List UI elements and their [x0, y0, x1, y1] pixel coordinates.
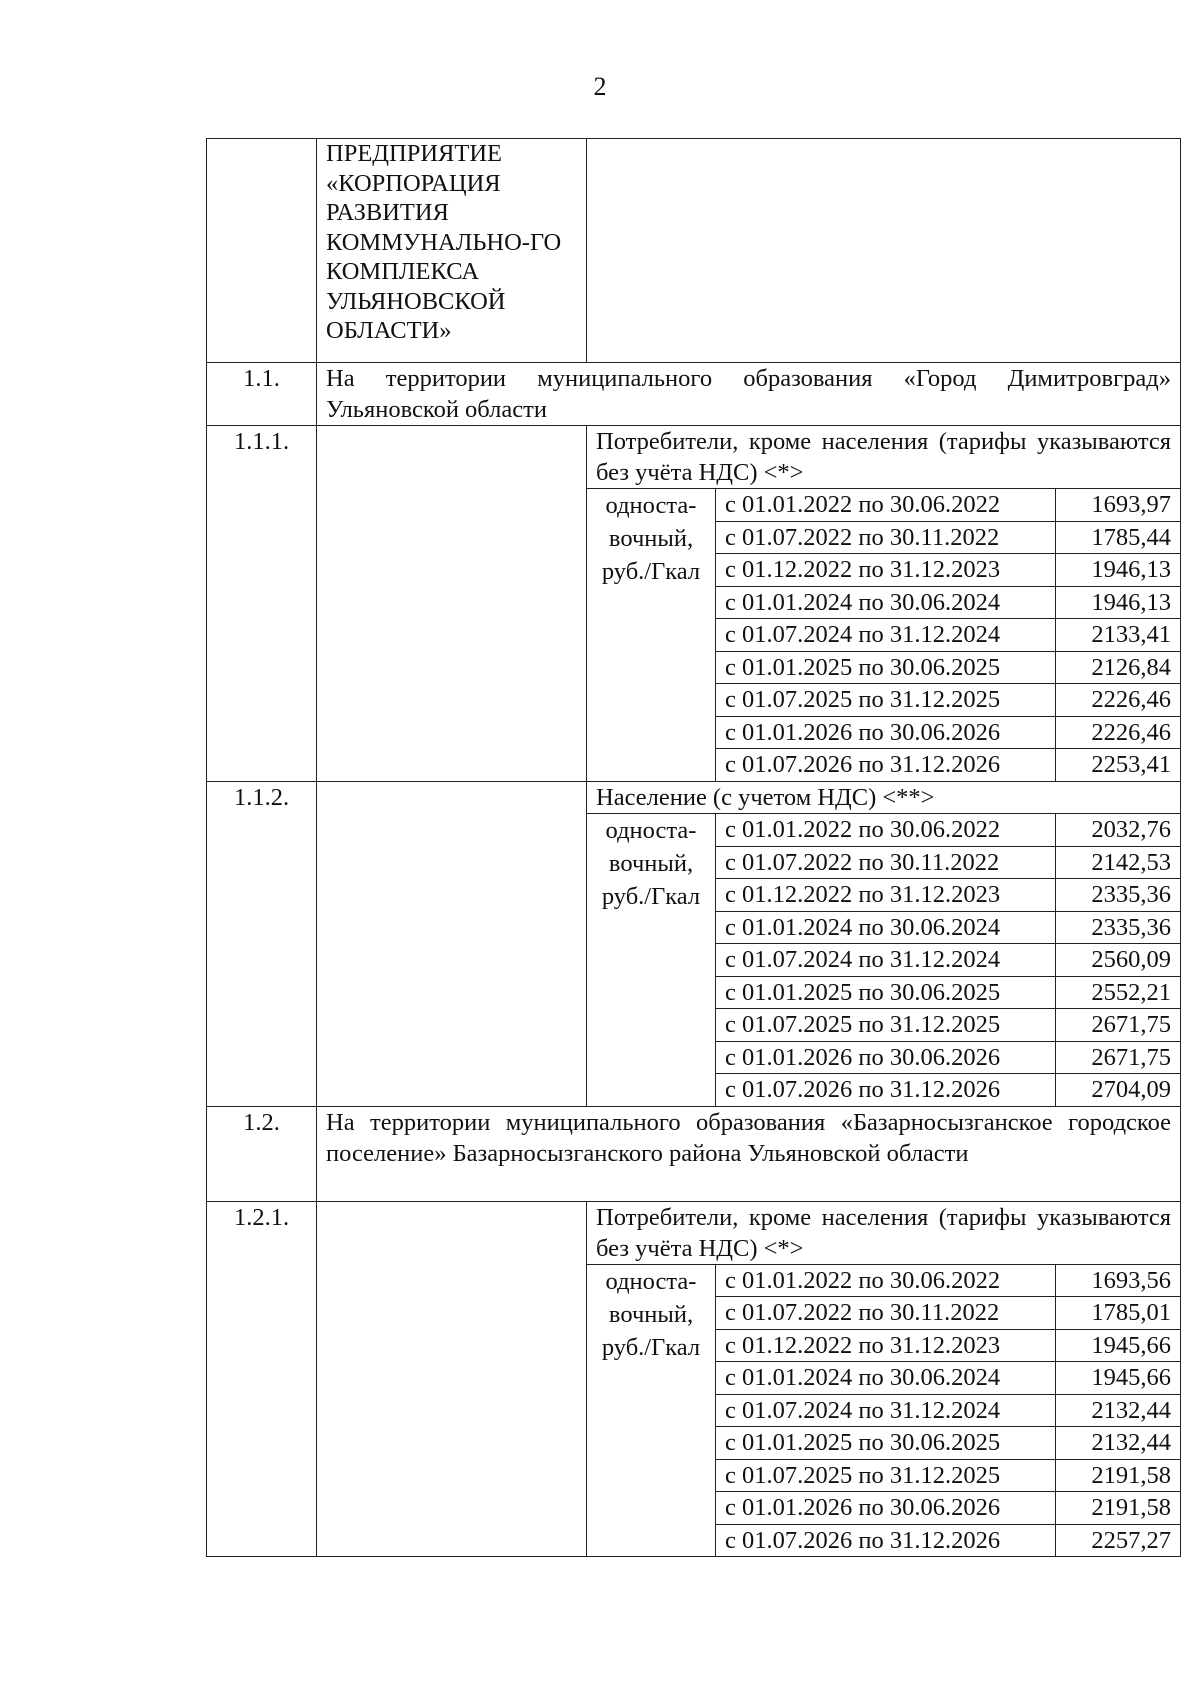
tariff-period: с 01.07.2025 по 31.12.2025 — [716, 1009, 1056, 1042]
tariff-price: 1945,66 — [1056, 1362, 1181, 1395]
tariff-price: 2226,46 — [1056, 716, 1181, 749]
tariff-price: 2335,36 — [1056, 879, 1181, 912]
tariff-price: 2032,76 — [1056, 814, 1181, 847]
tariff-period: с 01.01.2025 по 30.06.2025 — [716, 651, 1056, 684]
tariff-table — [206, 138, 1181, 1557]
tariff-period: с 01.01.2025 по 30.06.2025 — [716, 976, 1056, 1009]
organization-empty-cell — [587, 139, 1181, 363]
tariff-price: 2671,75 — [1056, 1041, 1181, 1074]
tariff-price: 2671,75 — [1056, 1009, 1181, 1042]
tariff-price: 1785,01 — [1056, 1297, 1181, 1330]
tariff-period: с 01.01.2024 по 30.06.2024 — [716, 911, 1056, 944]
tariff-price: 2253,41 — [1056, 749, 1181, 782]
tariff-price: 1693,56 — [1056, 1264, 1181, 1297]
tariff-period: с 01.01.2026 по 30.06.2026 — [716, 1041, 1056, 1074]
tariff-unit: односта-вочный, руб./Гкал — [587, 1264, 716, 1557]
organization-row — [207, 139, 1181, 363]
tariff-price: 2132,44 — [1056, 1394, 1181, 1427]
tariff-period: с 01.01.2026 по 30.06.2026 — [716, 1492, 1056, 1525]
subsection-empty-cell — [317, 781, 587, 1106]
subsection-empty-cell — [317, 426, 587, 782]
tariff-period: с 01.07.2026 по 31.12.2026 — [716, 749, 1056, 782]
tariff-unit: односта-вочный, руб./Гкал — [587, 489, 716, 782]
tariff-price: 2552,21 — [1056, 976, 1181, 1009]
tariff-period: с 01.07.2022 по 30.11.2022 — [716, 1297, 1056, 1330]
tariff-period: с 01.07.2022 по 30.11.2022 — [716, 846, 1056, 879]
tariff-period: с 01.12.2022 по 31.12.2023 — [716, 1329, 1056, 1362]
tariff-period: с 01.07.2026 по 31.12.2026 — [716, 1074, 1056, 1107]
consumer-category: Потребители, кроме населения (тарифы указываются без учёта НДС) <*> — [587, 426, 1181, 489]
tariff-period: с 01.07.2022 по 30.11.2022 — [716, 521, 1056, 554]
tariff-period: с 01.07.2024 по 31.12.2024 — [716, 619, 1056, 652]
tariff-period: с 01.07.2024 по 31.12.2024 — [716, 944, 1056, 977]
organization-number-cell — [207, 139, 317, 363]
tariff-price: 2133,41 — [1056, 619, 1181, 652]
section-title: На территории муниципального образования «Базарносызганское городское поселение» Базарносызганского района Ульяновской области — [317, 1106, 1181, 1201]
tariff-price: 1946,13 — [1056, 586, 1181, 619]
tariff-period: с 01.01.2024 по 30.06.2024 — [716, 1362, 1056, 1395]
section-number: 1.1. — [207, 363, 317, 426]
tariff-period: с 01.01.2024 по 30.06.2024 — [716, 586, 1056, 619]
section-row — [207, 1106, 1181, 1201]
tariff-price: 2560,09 — [1056, 944, 1181, 977]
tariff-period: с 01.07.2025 по 31.12.2025 — [716, 684, 1056, 717]
subsection-empty-cell — [317, 1201, 587, 1557]
subsection-row — [207, 1201, 1181, 1264]
tariff-price: 2226,46 — [1056, 684, 1181, 717]
organization-name: ПРЕДПРИЯТИЕ «КОРПОРАЦИЯ РАЗВИТИЯ КОММУНАЛЬНО-ГО КОМПЛЕКСА УЛЬЯНОВСКОЙ ОБЛАСТИ» — [317, 139, 587, 363]
tariff-price: 2132,44 — [1056, 1427, 1181, 1460]
tariff-period: с 01.12.2022 по 31.12.2023 — [716, 554, 1056, 587]
tariff-unit: односта-вочный, руб./Гкал — [587, 814, 716, 1107]
tariff-price: 2257,27 — [1056, 1524, 1181, 1557]
tariff-price: 2126,84 — [1056, 651, 1181, 684]
tariff-period: с 01.07.2026 по 31.12.2026 — [716, 1524, 1056, 1557]
tariff-price: 2191,58 — [1056, 1492, 1181, 1525]
tariff-period: с 01.01.2022 по 30.06.2022 — [716, 489, 1056, 522]
tariff-price: 1946,13 — [1056, 554, 1181, 587]
tariff-price: 1785,44 — [1056, 521, 1181, 554]
tariff-price: 1693,97 — [1056, 489, 1181, 522]
section-title: На территории муниципального образования «Город Димитровград» Ульяновской области — [317, 363, 1181, 426]
tariff-period: с 01.01.2022 по 30.06.2022 — [716, 814, 1056, 847]
tariff-price: 2704,09 — [1056, 1074, 1181, 1107]
subsection-row — [207, 781, 1181, 814]
section-number: 1.2. — [207, 1106, 317, 1201]
tariff-price: 2335,36 — [1056, 911, 1181, 944]
subsection-number: 1.2.1. — [207, 1201, 317, 1557]
tariff-period: с 01.01.2022 по 30.06.2022 — [716, 1264, 1056, 1297]
tariff-period: с 01.07.2024 по 31.12.2024 — [716, 1394, 1056, 1427]
tariff-period: с 01.01.2025 по 30.06.2025 — [716, 1427, 1056, 1460]
tariff-period: с 01.12.2022 по 31.12.2023 — [716, 879, 1056, 912]
subsection-row — [207, 426, 1181, 489]
tariff-price: 2191,58 — [1056, 1459, 1181, 1492]
tariff-price: 2142,53 — [1056, 846, 1181, 879]
subsection-number: 1.1.2. — [207, 781, 317, 1106]
page-number: 2 — [593, 72, 607, 101]
tariff-price: 1945,66 — [1056, 1329, 1181, 1362]
section-row — [207, 363, 1181, 426]
tariff-period: с 01.01.2026 по 30.06.2026 — [716, 716, 1056, 749]
tariff-period: с 01.07.2025 по 31.12.2025 — [716, 1459, 1056, 1492]
subsection-number: 1.1.1. — [207, 426, 317, 782]
consumer-category: Население (с учетом НДС) <**> — [587, 781, 1181, 814]
consumer-category: Потребители, кроме населения (тарифы указываются без учёта НДС) <*> — [587, 1201, 1181, 1264]
